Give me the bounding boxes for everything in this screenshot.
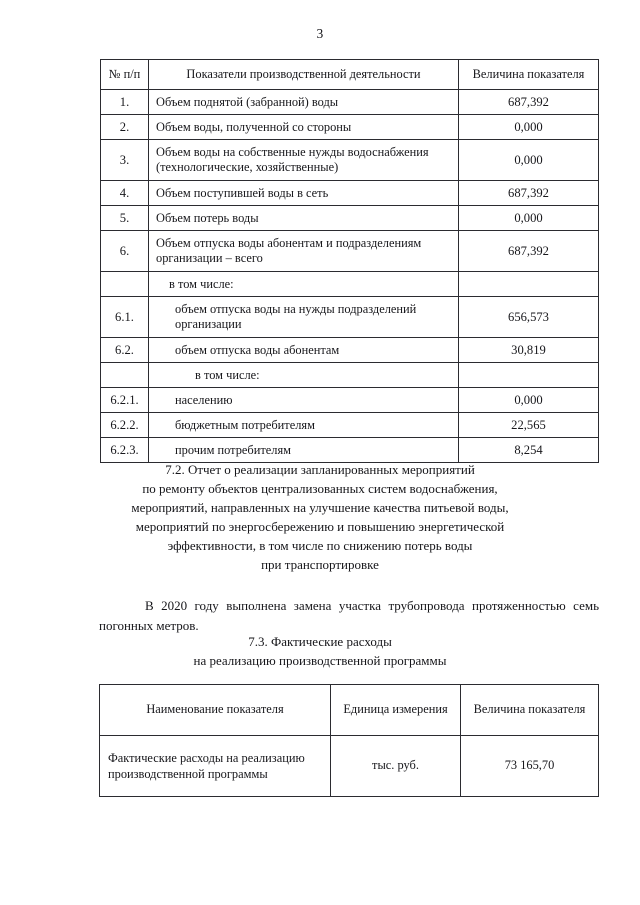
column-header-number: № п/п [101,60,149,90]
table-row [101,363,599,388]
row-indicator-name: бюджетным потребителям [149,413,459,438]
actual-expenses-table [99,684,599,797]
row-indicator-name: прочим потребителям [149,438,459,463]
row-value: 22,565 [459,413,599,438]
row-indicator-name: Объем поднятой (забранной) воды [149,90,459,115]
row-value: 30,819 [459,338,599,363]
row-value: 0,000 [459,206,599,231]
table-header-row [101,60,599,90]
expenses-table-body [100,736,599,797]
heading-line: по ремонту объектов централизованных систем водоснабжения, [142,480,498,496]
table-row [101,140,599,181]
row-indicator-name: Фактические расходы на реализацию производственной программы [100,736,331,797]
column-header-value: Величина показателя [461,685,599,736]
row-value: 8,254 [459,438,599,463]
heading-line: при транспортировке [261,556,379,572]
row-value: 687,392 [459,181,599,206]
table-row [101,388,599,413]
body-paragraph [99,596,599,635]
table-row [101,297,599,338]
heading-line: мероприятий, направленных на улучшение качества питьевой воды, [131,499,509,515]
row-indicator-name: Объем потерь воды [149,206,459,231]
table-row [101,438,599,463]
row-indicator-name: населению [149,388,459,413]
column-header-value: Величина показателя [459,60,599,90]
row-number: 3. [101,140,149,181]
heading-line: 7.2. Отчет о реализации запланированных мероприятий [165,462,475,477]
row-number: 6.2.1. [101,388,149,413]
row-number: 4. [101,181,149,206]
row-unit: тыс. руб. [331,736,461,797]
table-row [101,206,599,231]
row-number: 6. [101,231,149,272]
table-row [101,413,599,438]
row-number: 5. [101,206,149,231]
row-number: 6.2.2. [101,413,149,438]
heading-line: 7.3. Фактические расходы [248,634,392,649]
row-number: 6.1. [101,297,149,338]
row-indicator-name: объем отпуска воды на нужды подразделений организации [149,297,459,338]
row-number [101,272,149,297]
row-indicator-name: в том числе: [149,363,459,388]
row-number: 2. [101,115,149,140]
column-header-unit: Единица измерения [331,685,461,736]
column-header-indicator: Показатели производственной деятельности [149,60,459,90]
row-indicator-name: Объем воды, полученной со стороны [149,115,459,140]
row-number [101,363,149,388]
heading-line: мероприятий по энергосбережению и повышению энергетической [135,518,505,534]
row-value [459,363,599,388]
row-value: 656,573 [459,297,599,338]
row-number: 6.2. [101,338,149,363]
row-value: 0,000 [459,140,599,181]
indicators-table-body [101,90,599,463]
row-value: 687,392 [459,231,599,272]
row-indicator-name: в том числе: [149,272,459,297]
heading-line: эффективности, в том числе по снижению потерь воды [167,537,473,553]
row-number: 1. [101,90,149,115]
table-row [101,272,599,297]
row-indicator-name: объем отпуска воды абонентам [149,338,459,363]
production-indicators-table [100,59,599,463]
table-row [101,231,599,272]
table-row [101,90,599,115]
column-header-indicator-name: Наименование показателя [100,685,331,736]
table-row [101,181,599,206]
section-7-3-heading [70,633,570,671]
row-indicator-name: Объем поступившей воды в сеть [149,181,459,206]
heading-line: на реализацию производственной программы [193,652,447,668]
row-indicator-name: Объем отпуска воды абонентам и подразделениям организации – всего [149,231,459,272]
row-value: 0,000 [459,115,599,140]
row-value: 687,392 [459,90,599,115]
row-indicator-name: Объем воды на собственные нужды водоснабжения (технологические, хозяйственные) [149,140,459,181]
table-row [101,338,599,363]
row-value: 0,000 [459,388,599,413]
page-number: 3 [316,26,324,41]
section-7-2-heading [70,461,570,575]
row-number: 6.2.3. [101,438,149,463]
table-row [101,115,599,140]
table-header-row [100,685,599,736]
row-value: 73 165,70 [461,736,599,797]
table-row [100,736,599,797]
row-value [459,272,599,297]
body-paragraph-text: В 2020 году выполнена замена участка трубопровода протяженностью семь погонных метров. [99,598,599,633]
